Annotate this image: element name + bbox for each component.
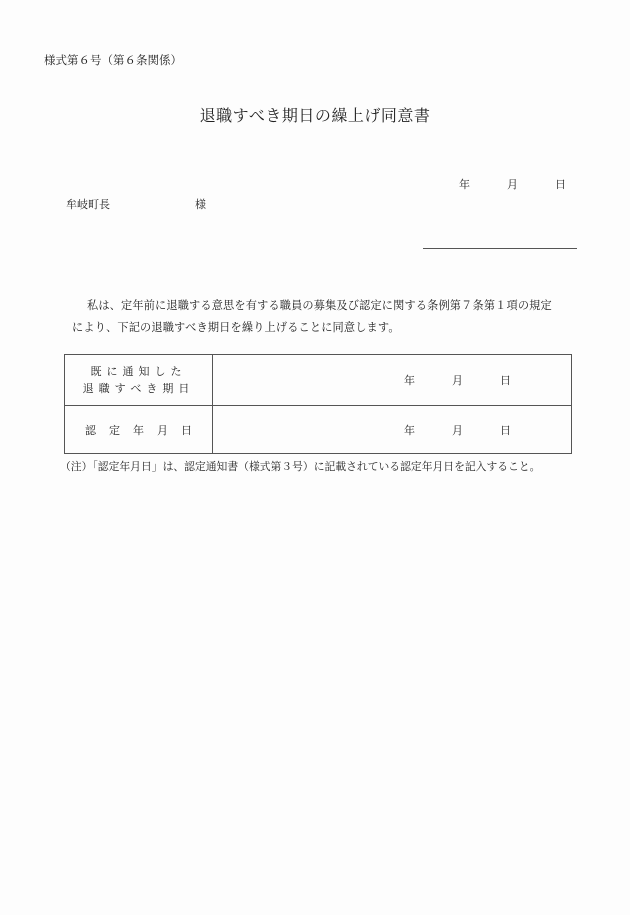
day-label: 日	[500, 374, 511, 387]
label-line: 退職すべき期日	[82, 382, 195, 395]
year-label: 年	[404, 374, 415, 387]
label-line: 認定年月日	[85, 423, 205, 437]
month-label: 月	[452, 423, 463, 437]
notified-date-label	[65, 355, 213, 406]
approval-date-label	[65, 406, 213, 454]
month-label: 月	[452, 374, 463, 387]
approval-date-field[interactable]	[213, 406, 572, 454]
date-year-label: 年	[459, 178, 470, 191]
dates-table	[64, 354, 572, 454]
table-row	[65, 406, 572, 454]
footnote: （注）「認定年月日」は、認定通知書（様式第３号）に記載されている認定年月日を記入すること。	[60, 460, 541, 473]
consent-text-line-1: 私は、定年前に退職する意思を有する職員の募集及び認定に関する条例第７条第１項の規定	[87, 299, 552, 312]
label-line: 既に通知した	[90, 365, 187, 378]
table-row	[65, 355, 572, 406]
day-label: 日	[500, 423, 511, 437]
form-number: 様式第６号（第６条関係）	[44, 53, 182, 67]
addressee-name: 牟岐町長	[66, 198, 110, 211]
notified-date-field[interactable]	[213, 355, 572, 406]
signature-line[interactable]	[423, 248, 577, 249]
document-title: 退職すべき期日の繰上げ同意書	[199, 106, 431, 125]
date-month-label: 月	[507, 178, 518, 191]
addressee-honorific: 様	[195, 198, 206, 211]
year-label: 年	[404, 423, 415, 437]
date-day-label: 日	[555, 178, 566, 191]
consent-text-line-2: により、下記の退職すべき期日を繰り上げることに同意します。	[72, 321, 400, 334]
